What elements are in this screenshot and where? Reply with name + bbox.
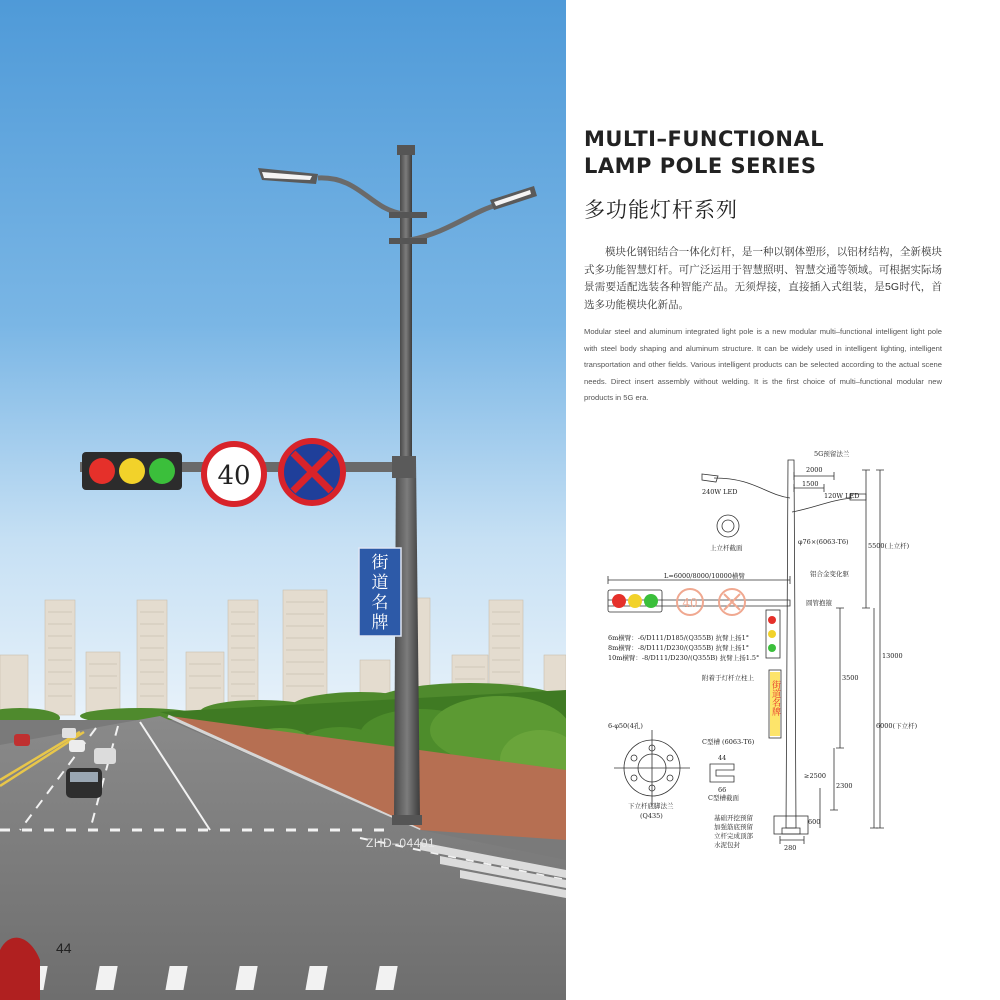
- no-stopping-sign: [281, 441, 343, 503]
- drawing-speed-limit: 40: [682, 596, 698, 610]
- description-en: Modular steel and aluminum integrated light pole is a new modular multi–functional intelligent light pole with steel body shaping and aluminum structure. It can be widely used in intelligent lighting, intelligent transportation and other fields. Various intelligent products can be selected according to the actual scene needs. Direct insert assembly without welding. It is the first choice of multi–functional modular new products in 5G era.: [584, 327, 942, 402]
- label-rail-section: C型槽截面: [708, 794, 739, 802]
- drawing-pole: [786, 460, 796, 828]
- label-rail-note: C型槽 (6063-T6): [702, 738, 755, 746]
- speed-limit-value: 40: [217, 461, 251, 491]
- street-name-sign: [359, 548, 401, 636]
- model-code: ZHD–04401: [366, 836, 436, 850]
- text-panel: [566, 0, 1000, 1000]
- label-adapter: 铝合金变化驱: [810, 570, 849, 578]
- green-light: [149, 458, 175, 484]
- title-en: MULTI–FUNCTIONAL LAMP POLE SERIES: [584, 127, 825, 178]
- label-attach: 附着于灯杆立柱上: [702, 674, 754, 682]
- yellow-light: [119, 458, 145, 484]
- page-number: 44: [56, 940, 72, 956]
- label-dim-5500: 5500(上立杆): [868, 542, 910, 550]
- title-cn: 多功能灯杆系列: [584, 199, 738, 222]
- label-arm-10: 10m横臂：-8/D111/D230/(Q355B) 抗臂上扬1.5°: [608, 654, 760, 662]
- label-dim-13000: 13000: [882, 652, 903, 660]
- red-light: [89, 458, 115, 484]
- label-dim-6000: 6000(下立杆): [876, 722, 918, 730]
- label-bolt-spec: 6-φ50(4孔): [608, 722, 643, 730]
- label-led-240: 240W LED: [702, 488, 738, 496]
- label-foundation-3: 立杆完成顶部: [714, 832, 753, 840]
- label-dim-44: 44: [718, 754, 727, 762]
- drawing-sign-text: 街道名牌: [770, 680, 780, 716]
- drawing-c-rail: [710, 764, 734, 782]
- speed-limit-sign: [204, 444, 264, 504]
- label-dim-2500: ≥2500: [804, 772, 826, 780]
- label-dim-2000: 2000: [806, 466, 823, 474]
- label-dim-600: 600: [808, 818, 821, 826]
- drawing-lamp-arm-right: [792, 498, 852, 512]
- label-arm-8: 8m横臂：-8/D111/D230/(Q355B) 抗臂上扬1°: [608, 644, 749, 652]
- label-foundation-1: 基础开挖预留: [714, 814, 753, 822]
- label-pole-section: 上立杆截面: [710, 544, 743, 552]
- label-collar: 圆管抱箍: [806, 599, 832, 607]
- traffic-light: [82, 452, 182, 490]
- label-dim-2300: 2300: [836, 782, 853, 790]
- street-sign-char-4: 牌: [371, 613, 389, 633]
- label-led-120: 120W LED: [824, 492, 860, 500]
- label-flange-material: (Q435): [640, 812, 663, 820]
- label-foundation-4: 水泥包封: [714, 841, 740, 849]
- label-flange-title: 下立杆底脚法兰: [628, 802, 674, 810]
- label-arm-6: 6m横臂：-6/D111/D185/(Q355B) 抗臂上扬1°: [608, 634, 749, 642]
- label-dim-280: 280: [784, 844, 797, 852]
- label-dim-3500: 3500: [842, 674, 859, 682]
- description-cn: 模块化钢铝结合一体化灯杆，是一种以钢体塑形，以铝材结构，全新模块式多功能智慧灯杆。可广泛运用于智慧照明、智慧交通等领域。可根据实际场景需要适配选装各种智能产品。无须焊接，直接插入式组装，是5G时代，首选多功能模块化新品。: [584, 246, 942, 311]
- drawing-foundation: [774, 816, 808, 834]
- street-sign-char-1: 街: [371, 553, 389, 573]
- label-dim-66: 66: [718, 786, 727, 794]
- label-flange-5g: 5G预留法兰: [814, 450, 850, 458]
- label-pole-dia: φ76×(6063-T6): [798, 538, 849, 546]
- technical-drawing: [594, 448, 989, 868]
- label-dim-1500: 1500: [802, 480, 819, 488]
- label-arm-length: L=6000/8000/10000横臂: [664, 572, 745, 580]
- label-foundation-2: 加强筋底预留: [714, 823, 753, 831]
- street-sign-char-3: 名: [371, 593, 389, 613]
- street-sign-char-2: 道: [371, 573, 389, 593]
